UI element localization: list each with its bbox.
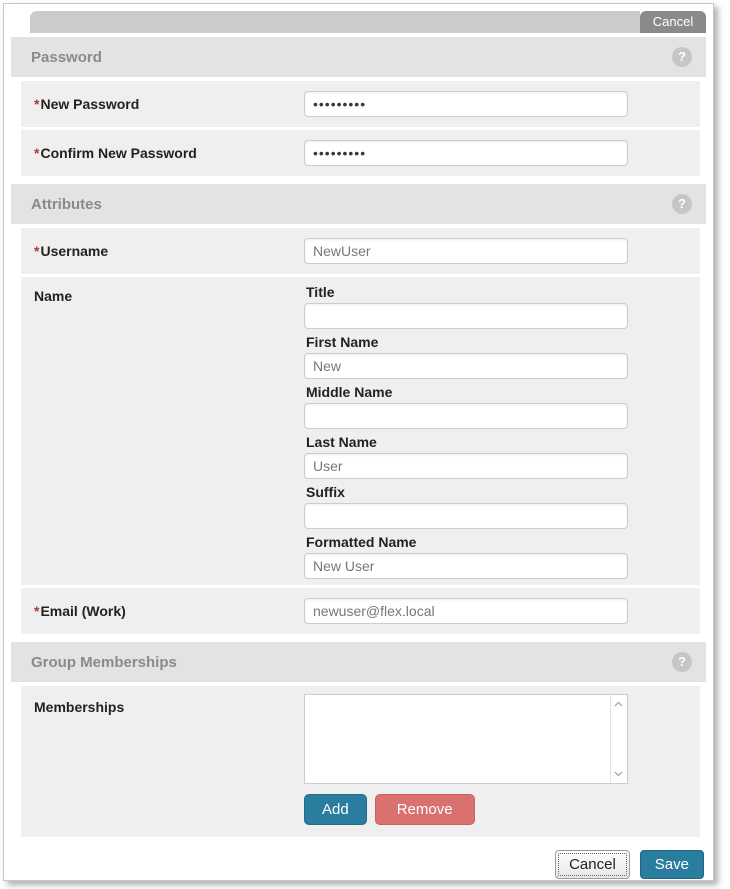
email-row xyxy=(21,588,700,634)
memberships-row xyxy=(21,686,700,837)
middle-name-label: Middle Name xyxy=(306,384,393,400)
middle-name-input[interactable] xyxy=(304,403,628,429)
attributes-section-title: Attributes xyxy=(31,195,102,213)
first-name-field-group xyxy=(304,335,628,383)
first-name-input[interactable] xyxy=(304,353,628,379)
confirm-password-row xyxy=(21,130,700,176)
title-label: Title xyxy=(306,284,335,300)
new-password-label: *New Password xyxy=(34,96,140,112)
help-icon[interactable]: ? xyxy=(672,47,692,67)
password-section-header xyxy=(11,37,706,77)
email-label: *Email (Work) xyxy=(34,603,126,619)
save-button[interactable]: Save xyxy=(640,850,704,879)
chevron-up-icon[interactable] xyxy=(612,698,625,711)
footer-actions xyxy=(11,850,706,879)
cancel-button[interactable]: Cancel xyxy=(555,850,630,879)
groups-section-title: Group Memberships xyxy=(31,653,177,671)
middle-name-field-group xyxy=(304,385,628,433)
required-asterisk: * xyxy=(34,243,40,259)
required-asterisk: * xyxy=(34,145,40,161)
top-tab-bar xyxy=(30,11,706,33)
help-icon[interactable]: ? xyxy=(672,652,692,672)
required-asterisk: * xyxy=(34,603,40,619)
suffix-field-group xyxy=(304,485,628,533)
name-label: Name xyxy=(34,288,73,304)
suffix-input[interactable] xyxy=(304,503,628,529)
name-row xyxy=(21,277,700,585)
username-label: *Username xyxy=(34,243,109,259)
password-section-title: Password xyxy=(31,48,102,66)
last-name-label: Last Name xyxy=(306,434,377,450)
remove-button[interactable]: Remove xyxy=(375,794,475,825)
attributes-section-header xyxy=(11,184,706,224)
suffix-label: Suffix xyxy=(306,484,345,500)
groups-section-header xyxy=(11,642,706,682)
formatted-name-field-group xyxy=(304,535,628,583)
first-name-label: First Name xyxy=(306,334,379,350)
required-asterisk: * xyxy=(34,96,40,112)
username-row xyxy=(21,228,700,274)
username-input[interactable] xyxy=(304,238,628,264)
memberships-listbox[interactable] xyxy=(304,694,628,784)
chevron-down-icon[interactable] xyxy=(612,767,625,780)
new-password-input[interactable] xyxy=(304,91,628,117)
formatted-name-label: Formatted Name xyxy=(306,534,417,550)
edit-user-dialog xyxy=(3,3,714,881)
cancel-top-button[interactable]: Cancel xyxy=(640,11,706,33)
last-name-input[interactable] xyxy=(304,453,628,479)
title-input[interactable] xyxy=(304,303,628,329)
listbox-scrollbar[interactable] xyxy=(610,695,627,783)
tab-strip xyxy=(30,11,640,33)
title-field-group xyxy=(304,285,628,333)
formatted-name-input[interactable] xyxy=(304,553,628,579)
new-password-row xyxy=(21,81,700,127)
memberships-label: Memberships xyxy=(34,699,125,715)
last-name-field-group xyxy=(304,435,628,483)
add-button[interactable]: Add xyxy=(304,794,367,825)
email-input[interactable] xyxy=(304,598,628,624)
help-icon[interactable]: ? xyxy=(672,194,692,214)
confirm-password-input[interactable] xyxy=(304,140,628,166)
confirm-password-label: *Confirm New Password xyxy=(34,145,197,161)
